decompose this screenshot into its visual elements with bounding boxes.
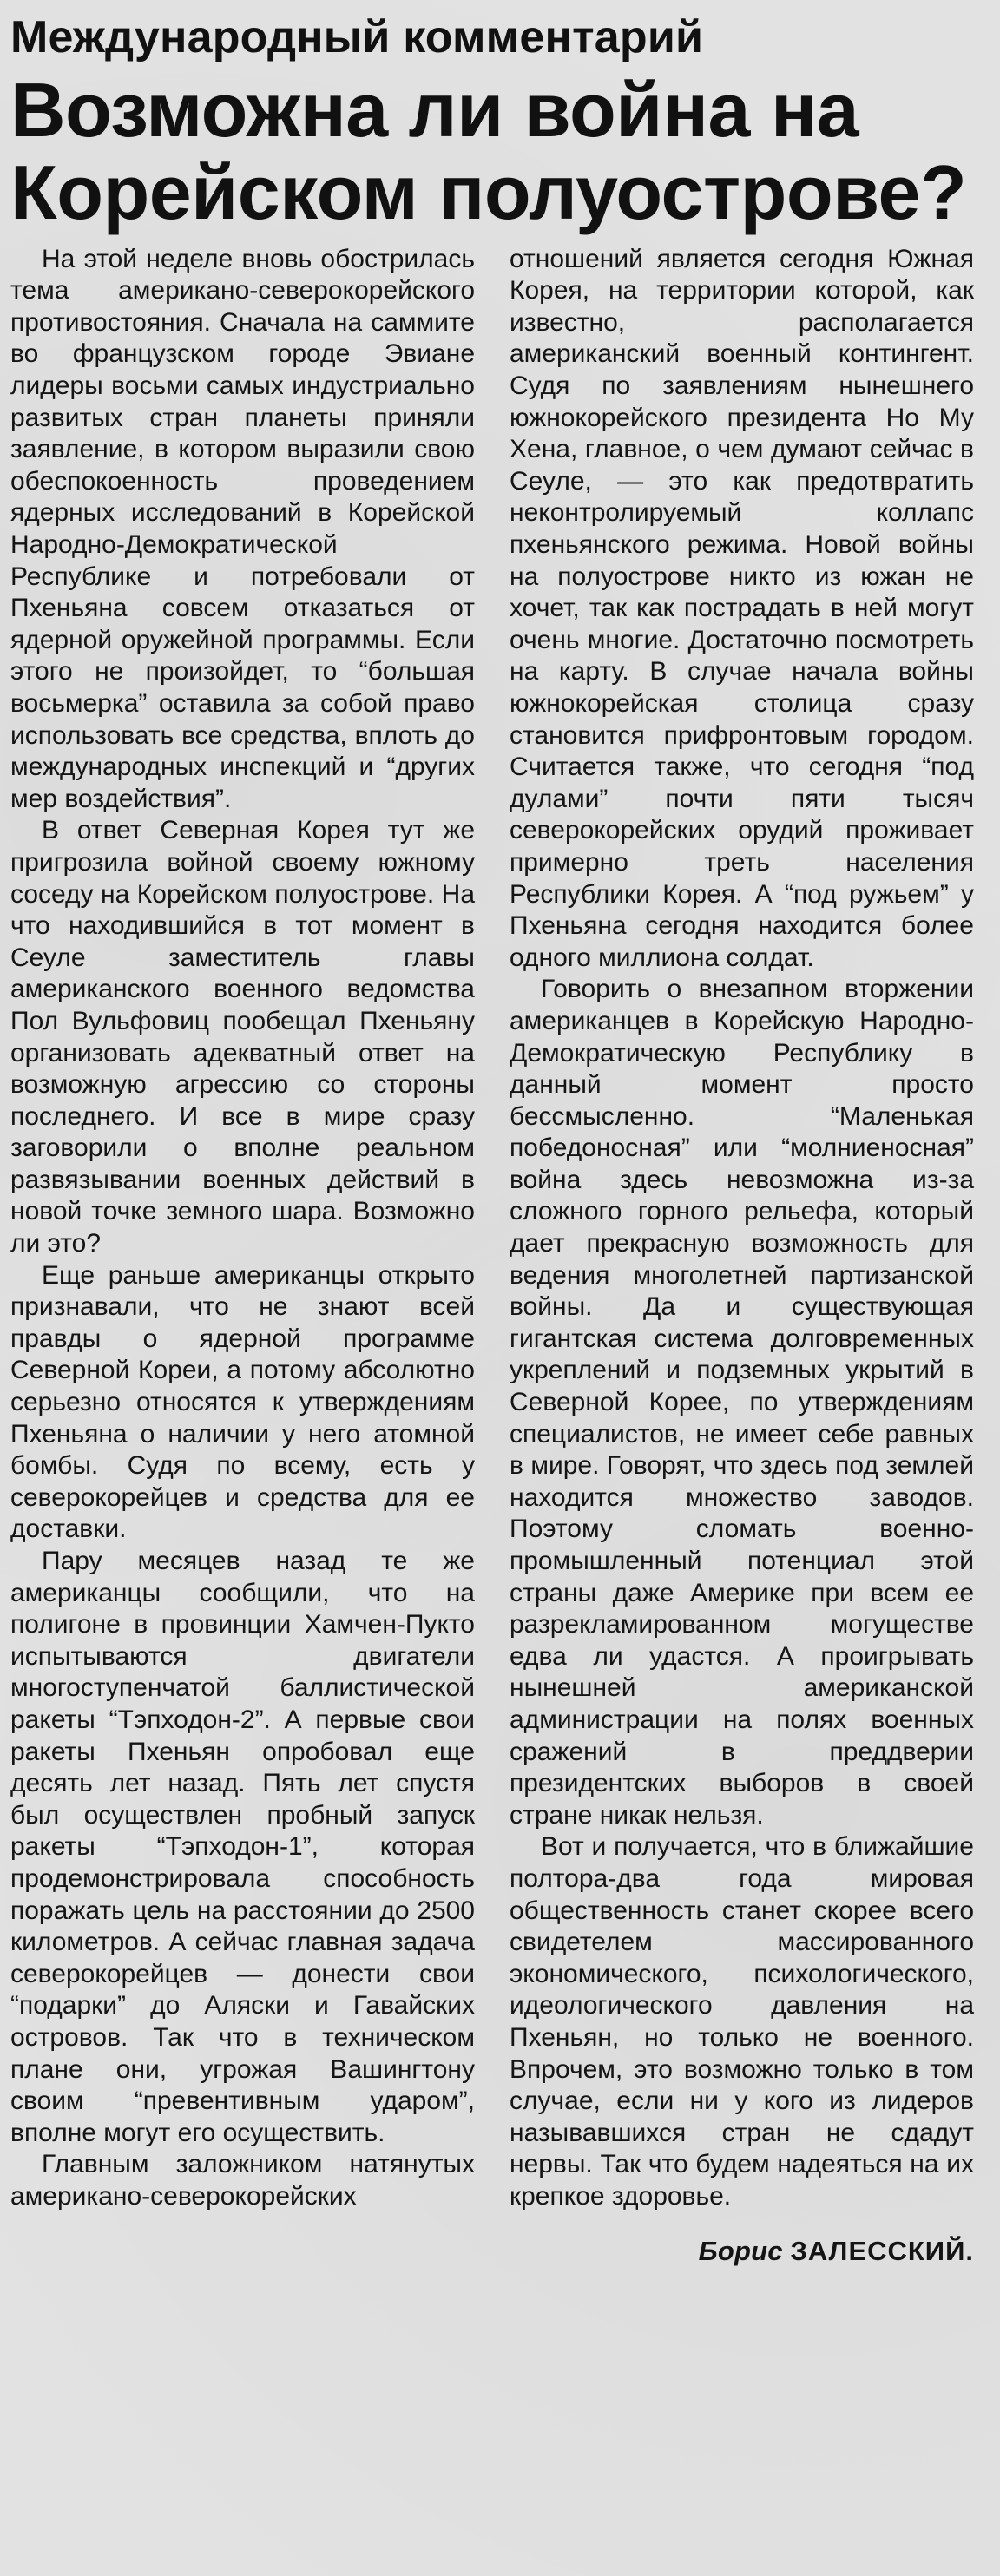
column-left [10, 244, 475, 2269]
paragraph: На этой неделе вновь обострилась тема американо-северокорейского противостояния. Сначала на саммите во французском городе Эвиане лидеры восьми самых индустриально развитых стран планеты приняли заявление, в котором выразили свою обеспокоенность проведением ядерных исследований в Корейской Народно-Демократической Республике и потребовали от Пхеньяна совсем отказаться от ядерной оружейной программы. Если этого не произойдет, то “большая восьмерка” оставила за собой право использовать все средства, вплоть до международных инспекций и “других мер воздействия”. [10, 244, 475, 813]
author-signature [510, 2235, 974, 2268]
paragraph: Главным заложником натянутых американо-северокорейских [10, 2150, 475, 2211]
paragraph: Вот и получается, что в ближайшие полтора-два года мировая общественность станет скорее всего свидетелем массированного экономического, психологического, идеологического давления на Пхеньян, но только не военного. Впрочем, это возможно только в том случае, если ни у кого из лидеров называвшихся стран не сдадут нервы. Так что будем надеяться на их крепкое здоровье. [510, 1832, 974, 2211]
article-body [10, 244, 974, 2269]
column-right [510, 244, 974, 2269]
paragraph: Говорить о внезапном вторжении американцев в Корейскую Народно-Демократическую Республику в данный момент просто бессмысленно. “Маленькая победоносная” или “молниеносная” война здесь невозможна из-за сложного горного рельефа, который дает прекрасную возможность для ведения многолетней партизанской войны. Да и существующая гигантская система долговременных укреплений и подземных укрытий в Северной Корее, по утверждениям специалистов, не имеет себе равных в мире. Говорят, что здесь под землей находится множество заводов. Поэтому сломать военно-промышленный потенциал этой страны даже Америке при всем ее разрекламированном могуществе едва ли удастся. А проигрывать нынешней американской администрации на полях военных сражений в преддверии президентских выборов в своей стране никак нельзя. [510, 975, 974, 1830]
paragraph: Пару месяцев назад те же американцы сообщили, что на полигоне в провинции Хамчен-Пукто испытываются двигатели многоступенчатой баллистической ракеты “Тэпходон-2”. А первые свои ракеты Пхеньян опробовал еще десять лет назад. Пять лет спустя был осуществлен пробный запуск ракеты “Тэпходон-1”, которая продемонстрировала способность поражать цель на расстоянии до 2500 километров. А сейчас главная задача северокорейцев — донести свои “подарки” до Аляски и Гавайских островов. Так что в техническом плане они, угрожая Вашингтону своим “превентивным ударом”, вполне могут его осуществить. [10, 1547, 475, 2147]
author-surname: ЗАЛЕССКИЙ. [790, 2236, 974, 2267]
rubric-label: Международный комментарий [10, 12, 704, 62]
article-headline: Возможна ли война на Корейском полуострове? [10, 66, 967, 235]
paragraph-continued: отношений является сегодня Южная Корея, на территории которой, как известно, располагается американский военный контингент. Судя по заявлениям нынешнего южнокорейского президента Но Му Хена, главное, о чем думают сейчас в Сеуле, — это как предотвратить неконтролируемый коллапс пхеньянского режима. Новой войны на полуострове никто из южан не хочет, так как пострадать в ней могут очень многие. Достаточно посмотреть на карту. В случае начала войны южнокорейская столица сразу становится прифронтовым городом. Считается также, что сегодня “под дулами” почти пяти тысяч северокорейских орудий проживает примерно треть населения Республики Корея. А “под ружьем” у Пхеньяна сегодня находится более одного миллиона солдат. [510, 244, 974, 972]
author-first-name: Борис [698, 2236, 783, 2267]
paragraph: В ответ Северная Корея тут же пригрозила войной своему южному соседу на Корейском полуострове. На что находившийся в тот момент в Сеуле заместитель главы американского военного ведомства Пол Вульфовиц пообещал Пхеньяну организовать адекватный ответ на возможную агрессию со стороны последнего. И все в мире сразу заговорили о вполне реальном развязывании военных действий в новой точке земного шара. Возможно ли это? [10, 816, 475, 1258]
paragraph: Еще раньше американцы открыто признавали, что не знают всей правды о ядерной программе Северной Кореи, а потому абсолютно серьезно относятся к утверждениям Пхеньяна о наличии у него атомной бомбы. Судя по всему, есть у северокорейцев и средства для ее доставки. [10, 1260, 475, 1544]
